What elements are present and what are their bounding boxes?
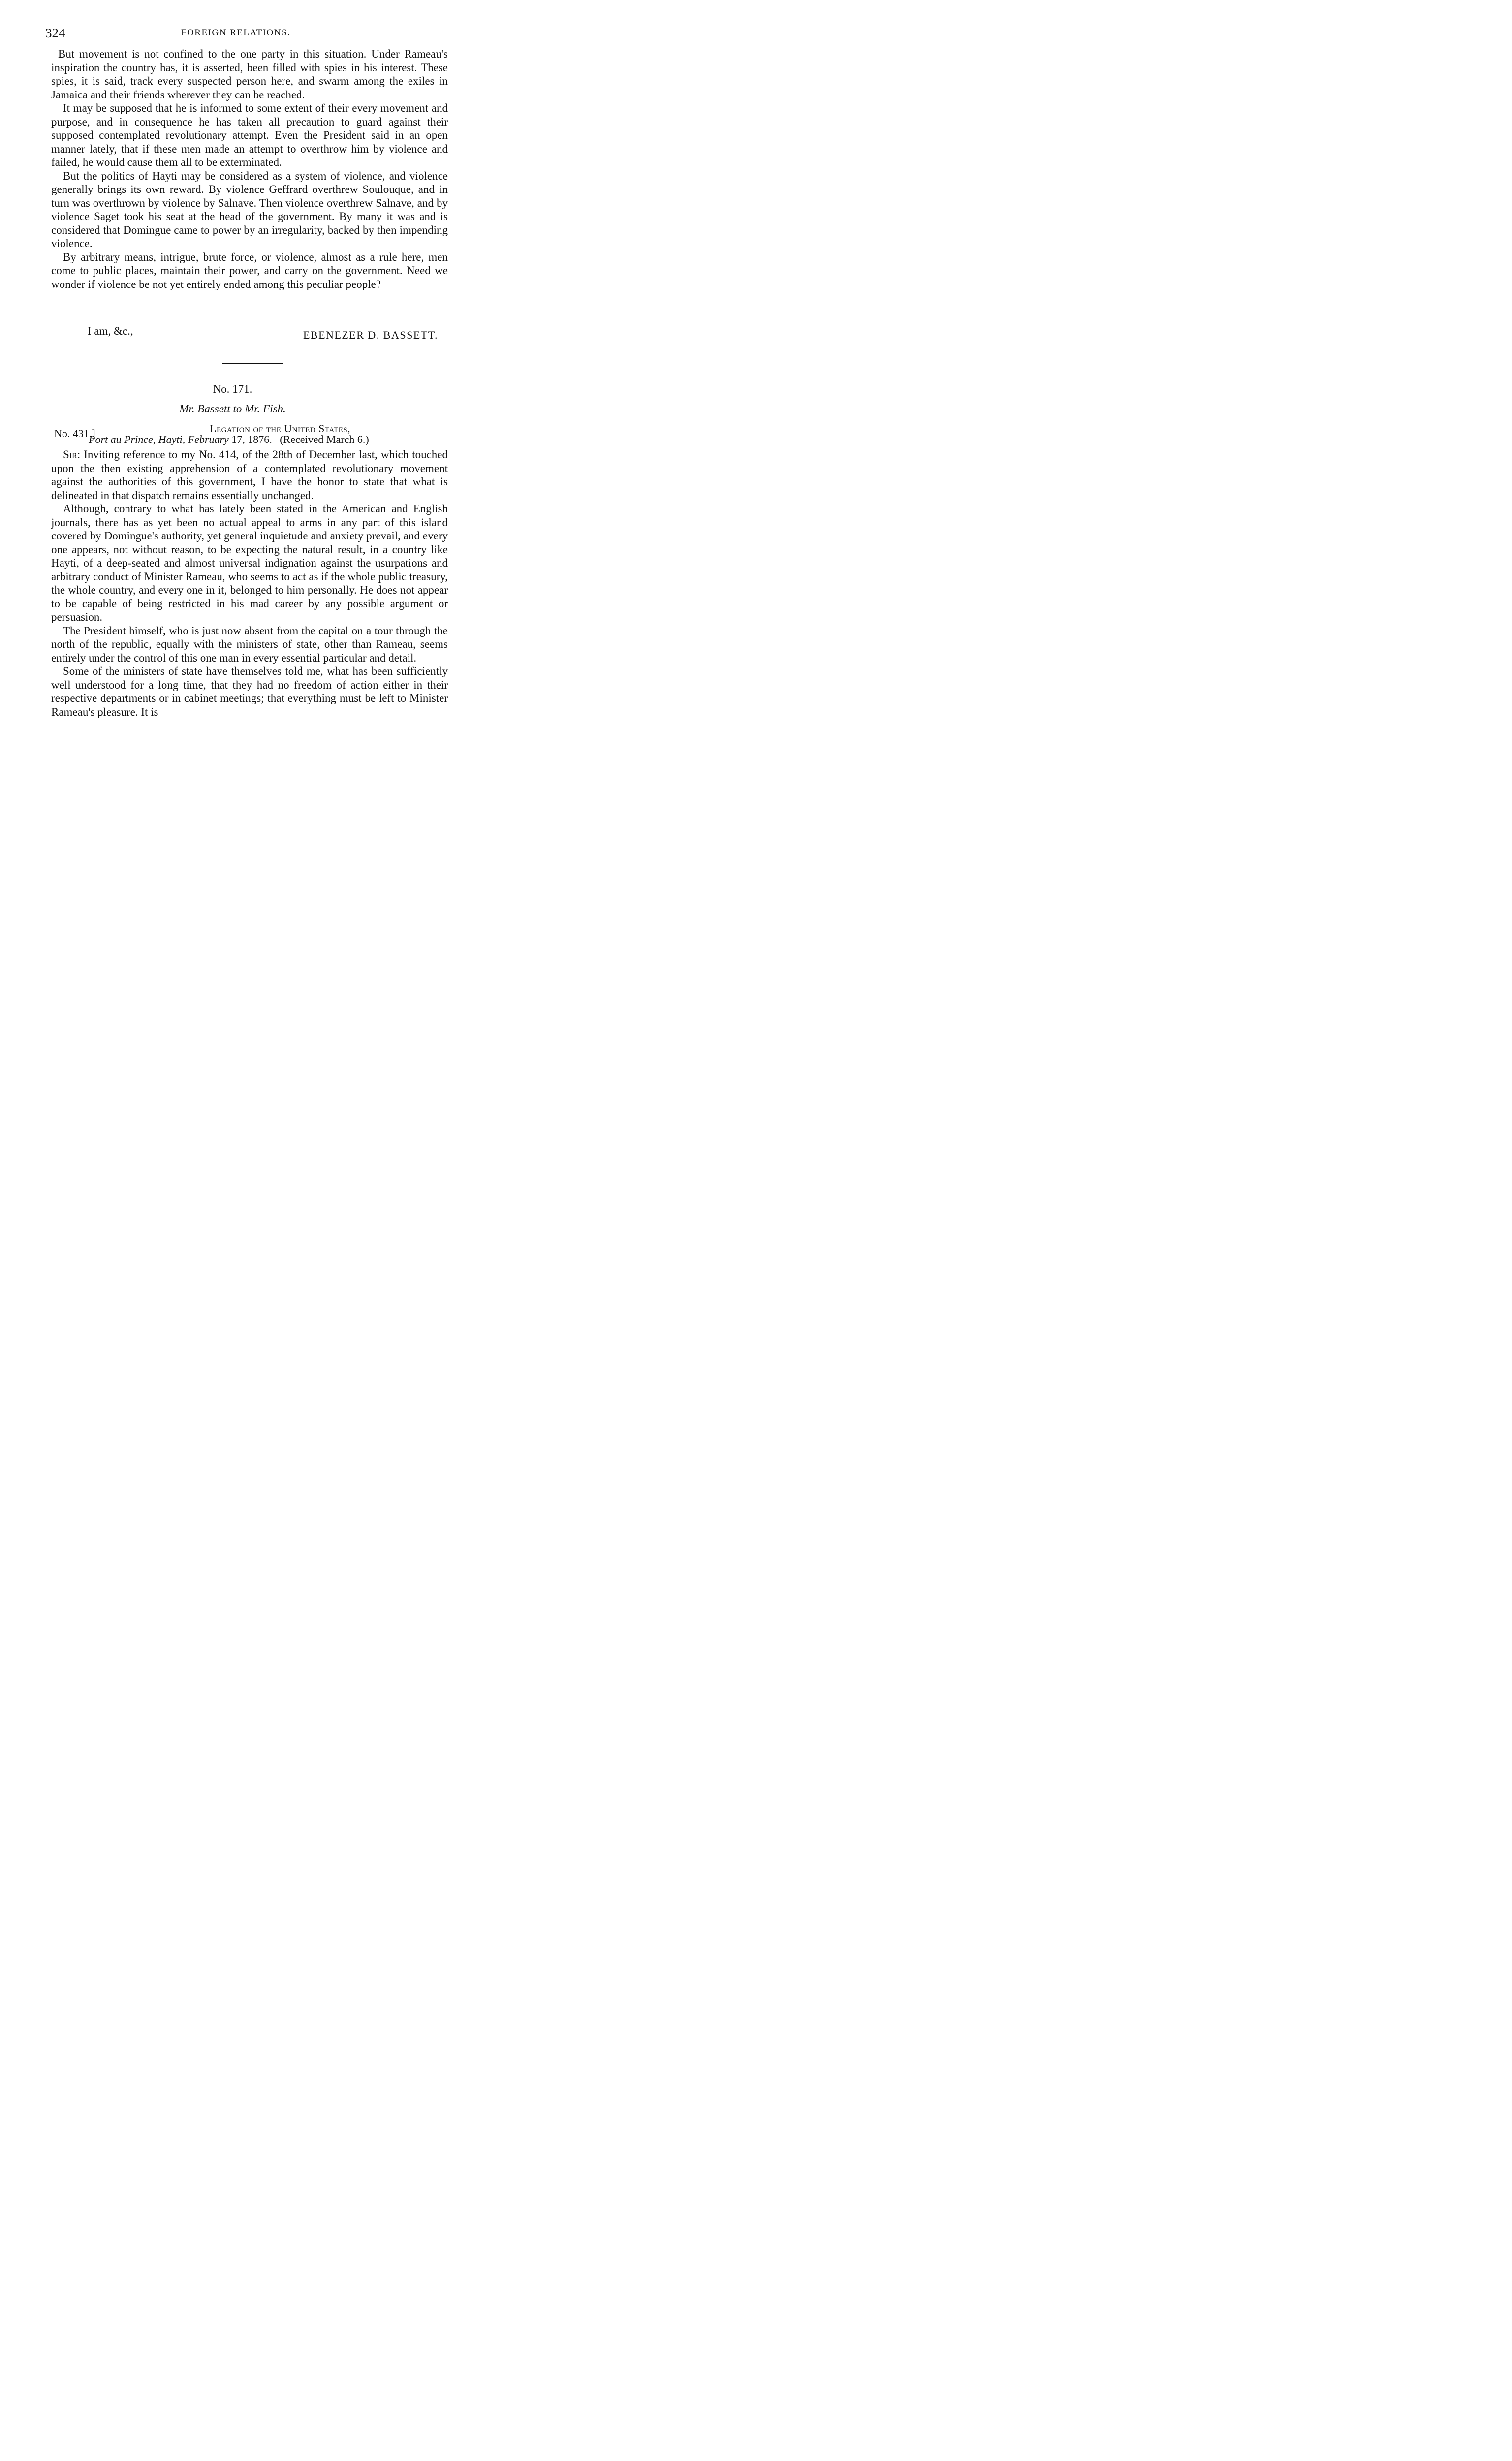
date-day: 17, 1876. <box>231 433 272 445</box>
file-number: No. 431.] <box>54 427 95 440</box>
page-header <box>45 26 459 45</box>
salutation: I am, &c., <box>88 325 133 337</box>
legation-heading: Legation of the United States, <box>210 422 351 435</box>
paragraph: By arbitrary means, intrigue, brute force, or violence, almost as a rule here, men come to public places, maintain their power, and carry on the government. Need we wonder if violence be not yet entirely ended among this peculiar people? <box>51 251 448 290</box>
paragraph-text: : Inviting reference to my No. 414, of the 28th of December last, which touched upon the then existing apprehension of a contemplated revolutionary movement against the authorities of this government, I have the honor to state that what is delineated in that dispatch remains essentially unchanged. <box>51 448 448 502</box>
continuation-text <box>51 47 448 291</box>
paragraph: The President himself, who is just now absent from the capital on a tour through the north of the republic, equally with the ministers of state, other than Rameau, seems entirely under the control of this one man in every essential particular and detail. <box>51 624 448 664</box>
section-divider <box>222 363 284 364</box>
place-date: Port au Prince, Hayti, February <box>89 433 229 445</box>
document-page <box>0 0 465 772</box>
closing <box>51 325 448 340</box>
date-line <box>89 433 369 446</box>
salutation-sir: Sir <box>63 448 77 461</box>
signature: EBENEZER D. BASSETT. <box>303 329 438 341</box>
paragraph: But movement is not confined to the one party in this situation. Under Rameau's inspiration the country has, it is asserted, been filled with spies in his interest. These spies, it is said, track every suspected person here, and swarm among the exiles in Jamaica and their friends wherever they can be reached. <box>51 48 448 101</box>
paragraph: Some of the ministers of state have themselves told me, what has been sufficiently well understood for a long time, that they had no freedom of action either in their respective departments or in cabinet meetings; that everything must be left to Minister Rameau's pleasure. It is <box>51 665 448 718</box>
page-number: 324 <box>45 26 65 40</box>
received-note: (Received March 6.) <box>280 433 369 445</box>
dispatch-text <box>51 448 448 719</box>
paragraph: It may be supposed that he is informed to some extent of their every movement and purpose, and in consequence he has taken all precaution to guard against their supposed contemplated revolutionary attempt. Even the President said in an open manner lately, that if these men made an attempt to overthrow him by violence and failed, he would cause them all to be exterminated. <box>51 102 448 168</box>
paragraph: But the politics of Hayti may be considered as a system of violence, and violence generally brings its own reward. By violence Geffrard overthrew Soulouque, and in turn was overthrown by violence by Salnave. Then violence overthrew Salnave, and by violence Saget took his seat at the head of the government. By many it was and is considered that Domingue came to power by an irregularity, backed by then impending violence. <box>51 169 448 250</box>
running-head: FOREIGN RELATIONS. <box>181 28 291 38</box>
paragraph <box>51 448 448 502</box>
document-number: No. 171. <box>213 383 252 395</box>
document-title: Mr. Bassett to Mr. Fish. <box>179 403 286 415</box>
paragraph: Although, contrary to what has lately been stated in the American and English journals, there has as yet been no actual appeal to arms in any part of this island covered by Domingue's authority, yet general inquietude and anxiety prevail, and every one appears, not without reason, to be expecting the natural result, in a country like Hayti, of a deep-seated and almost universal indignation against the usurpations and arbitrary conduct of Minister Rameau, who seems to act as if the whole public treasury, the whole country, and every one in it, belonged to him personally. He does not appear to be capable of being restricted in his mad career by any possible argument or persuasion. <box>51 503 448 623</box>
